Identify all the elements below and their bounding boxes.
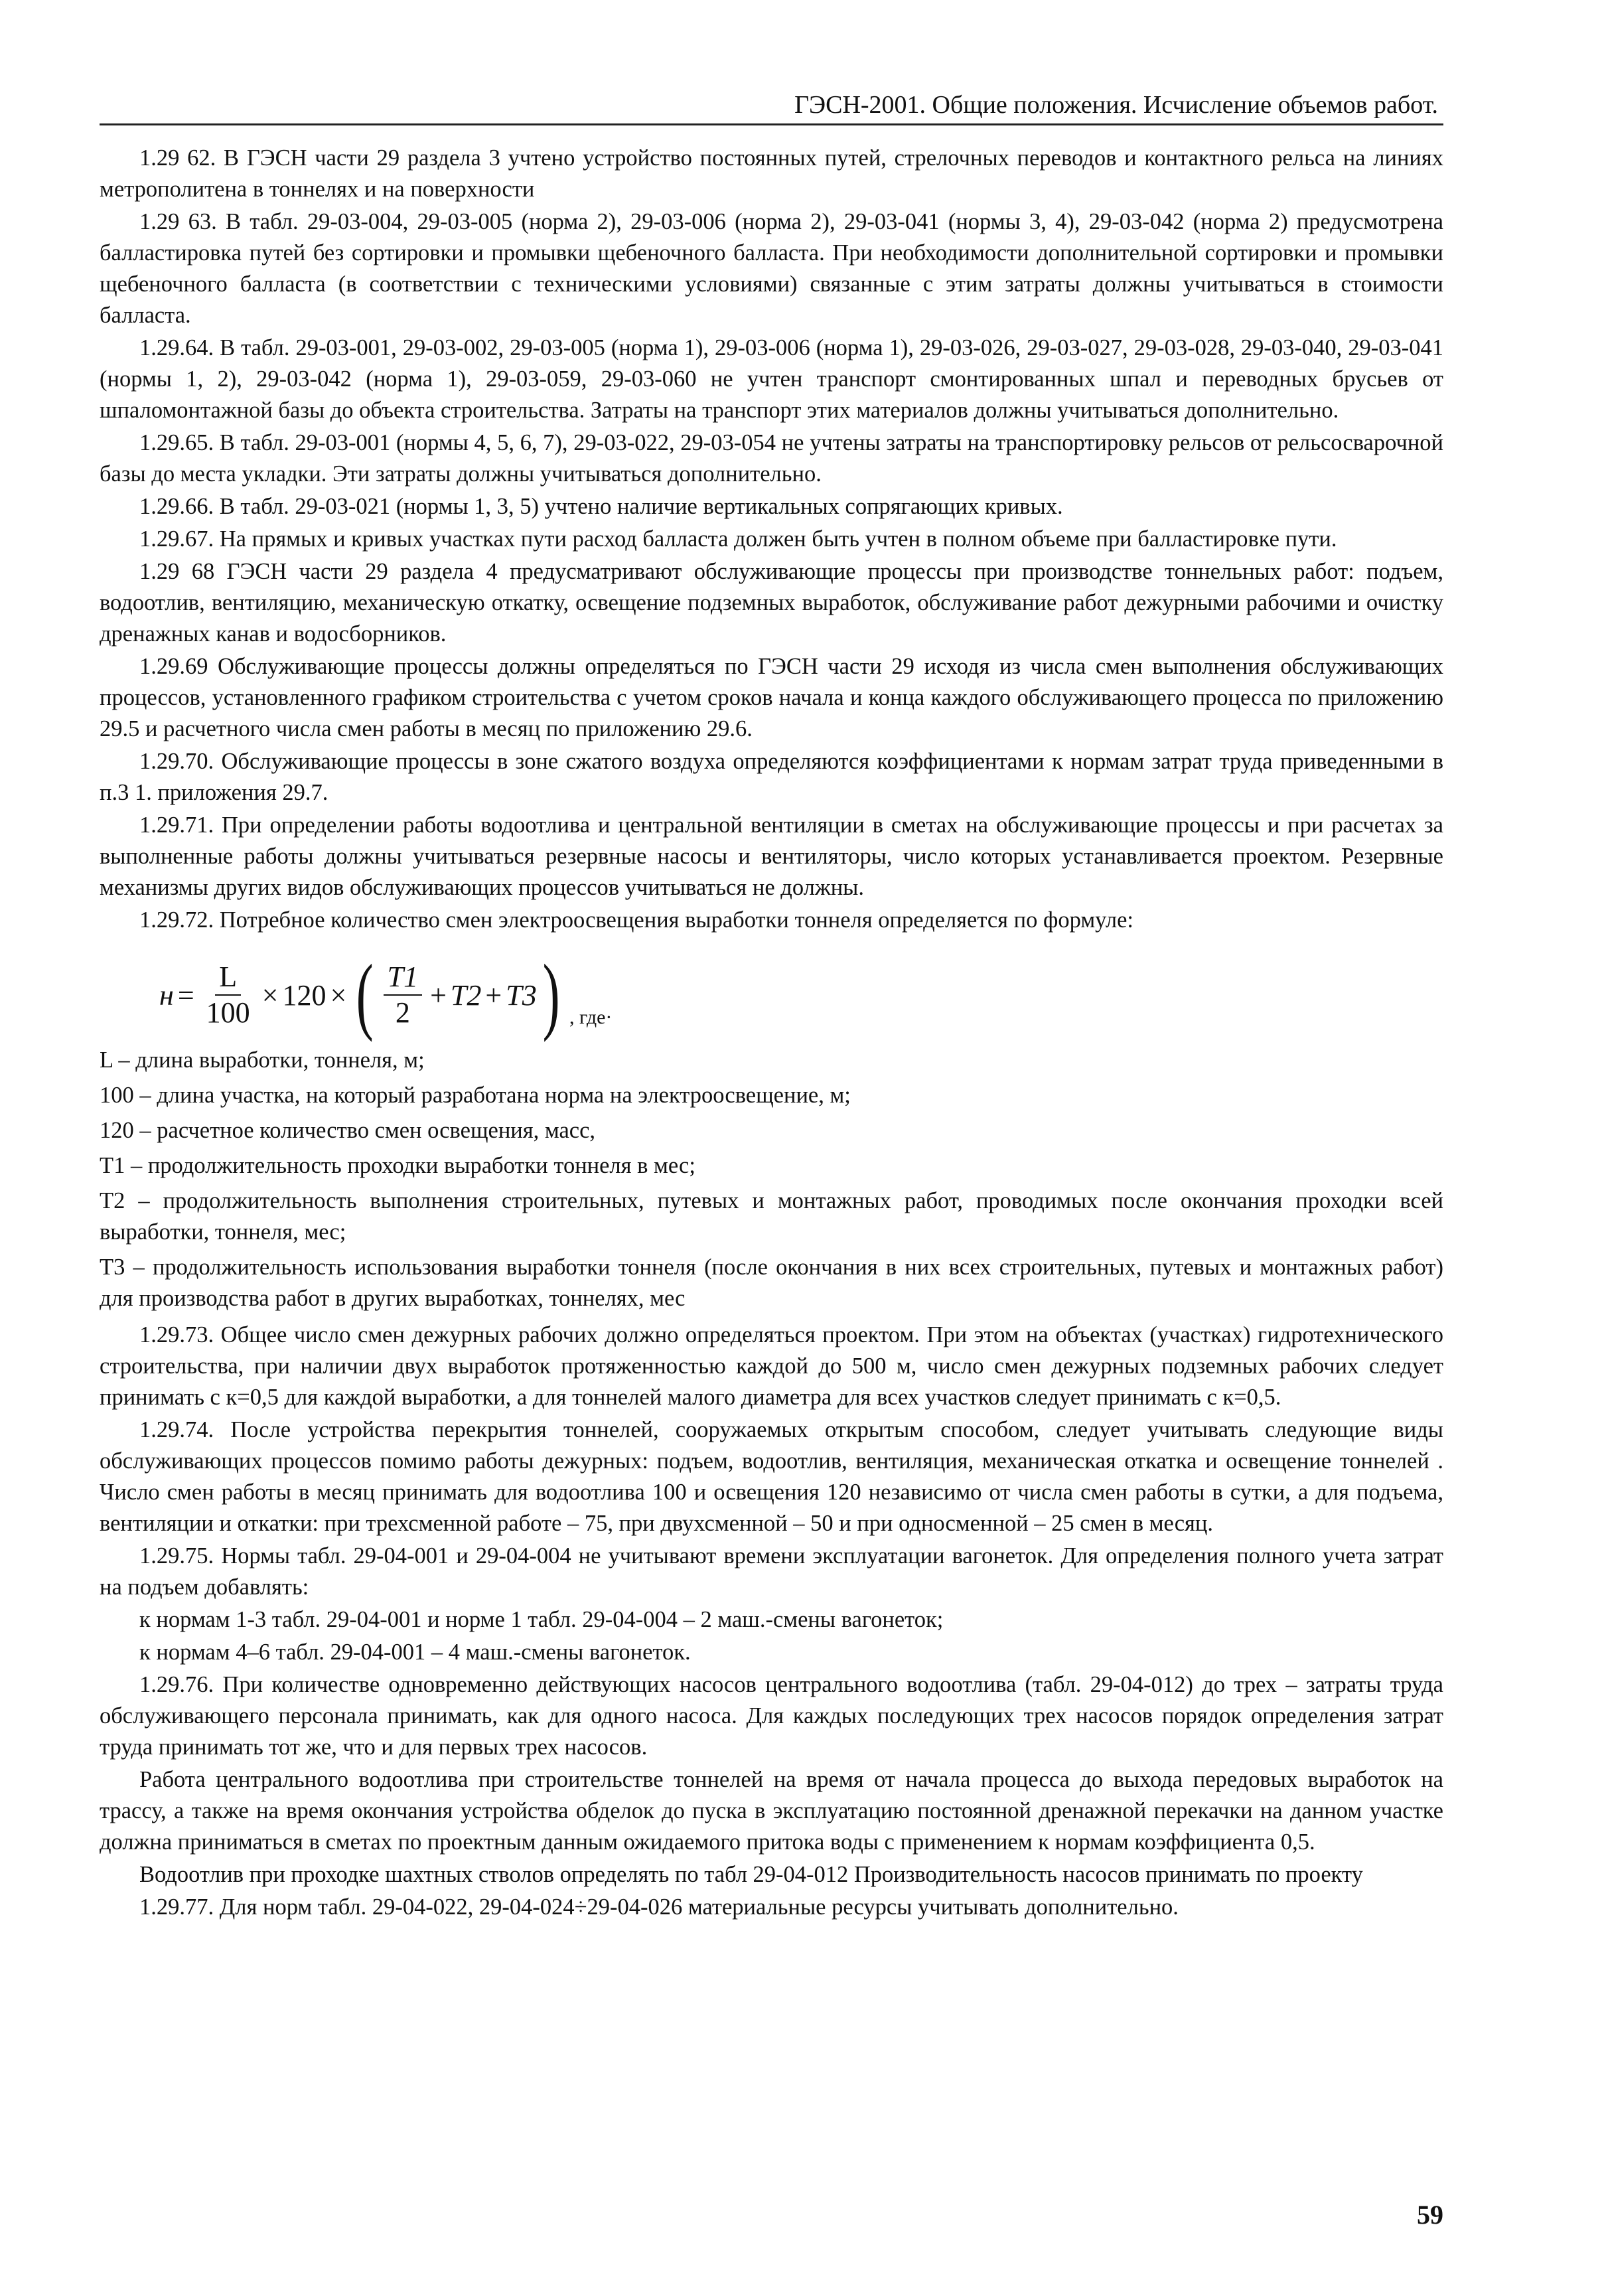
paragraph-1-29-64: 1.29.64. В табл. 29-03-001, 29-03-002, 29-03-005 (норма 1), 29-03-006 (норма 1), 29-03-026, 29-03-027, 29-03-028, 29-03-040, 29-03-041 (нормы 1, 2), 29-03-042 (норма 1), 29-03-059, 29-03-060 не учтен транспорт смонтированных шпал и переводных брусьев от шпаломонтажной базы до объекта строительства. Затраты на транспорт этих материалов должны учитываться дополнительно. xyxy=(100,335,1443,423)
document-body xyxy=(100,143,1443,1923)
formula-where: , где· xyxy=(569,1006,613,1028)
paragraph-1-29-72: 1.29.72. Потребное количество смен электроосвещения выработки тоннеля определяется по формуле: xyxy=(139,907,1134,933)
paragraph-1-29-76: 1.29.76. При количестве одновременно действующих насосов центрального водоотлива (табл. 29-04-012) до трех – затраты труда обслуживающего персонала принимать, как для одного насоса. Для каждых последующих трех насосов порядок определения затрат труда принимать тот же, что и для первых трех насосов. xyxy=(100,1672,1443,1760)
paragraph-1-29-70: 1.29.70. Обслуживающие процессы в зоне сжатого воздуха определяются коэффициентами к нормам затрат труда приведенными в п.3 1. приложения 29.7. xyxy=(100,749,1443,805)
formula-plus-1: + xyxy=(430,978,447,1012)
definition-t2: Т2 – продолжительность выполнения строительных, путевых и монтажных работ, проводимых после окончания проходки всей выработки, тоннеля, мес; xyxy=(100,1188,1443,1245)
paragraph-1-29-69: 1.29.69 Обслуживающие процессы должны определяться по ГЭСН части 29 исходя из числа смен выполнения обслуживающих процессов, установленного графиком строительства с учетом сроков начала и конца каждого обслуживающего процесса по приложению 29.5 и расчетного числа смен работы в месяц по приложению 29.6. xyxy=(100,654,1443,741)
formula-times-2: × xyxy=(330,978,347,1012)
lighting-shift-formula xyxy=(159,939,1443,1043)
definition-100: 100 – длина участка, на который разработана норма на электроосвещение, м; xyxy=(100,1083,851,1108)
paragraph-1-29-75: 1.29.75. Нормы табл. 29-04-001 и 29-04-004 не учитывают времени эксплуатации вагонеток. Для определения полного учета затрат на подъем добавлять: xyxy=(100,1543,1443,1600)
paragraph-1-29-71: 1.29.71. При определении работы водоотлива и центральной вентиляции в сметах на обслуживающие процессы и при расчетах за выполненные работы должны учитываться резервные насосы и вентиляторы, число которых устанавливается проектом. Резервные механизмы других видов обслуживающих процессов учитываться не должны. xyxy=(100,812,1443,900)
formula-fraction-t1-numerator: Т1 xyxy=(384,960,422,996)
formula-plus-2: + xyxy=(485,978,502,1012)
page-number: 59 xyxy=(1417,2200,1443,2230)
paragraph-1-29-75-item-2: к нормам 4–6 табл. 29-04-001 – 4 маш.-смены вагонеток. xyxy=(139,1640,691,1665)
paragraph-1-29-77: 1.29.77. Для норм табл. 29-04-022, 29-04-024÷29-04-026 материальные ресурсы учитывать дополнительно. xyxy=(139,1894,1179,1920)
formula-lhs: н xyxy=(159,978,174,1012)
definition-120: 120 – расчетное количество смен освещения, масс, xyxy=(100,1118,596,1143)
paragraph-1-29-62: 1.29 62. В ГЭСН части 29 раздела 3 учтено устройство постоянных путей, стрелочных переводов и контактного рельса на линиях метрополитена в тоннелях и на поверхности xyxy=(100,145,1443,202)
paragraph-central-drainage: Работа центрального водоотлива при строительстве тоннелей на время от начала процесса до выхода передовых выработок на трассу, а также на время окончания устройства обделок до пуска в эксплуатацию постоянной дренажной перекачки на данном участке должна приниматься в сметах по проектным данным ожидаемого притока воды с применением к нормам коэффициента 0,5. xyxy=(100,1767,1443,1855)
formula-times-1: × xyxy=(261,978,279,1012)
formula-expression xyxy=(159,947,565,1043)
formula-fraction-length-numerator: L xyxy=(215,960,241,996)
formula-paren-close: ) xyxy=(542,947,560,1043)
definition-l: L – длина выработки, тоннеля, м; xyxy=(100,1047,425,1073)
paragraph-1-29-68: 1.29 68 ГЭСН части 29 раздела 4 предусматривают обслуживающие процессы при производстве тоннельных работ: подъем, водоотлив, вентиляцию, механическую откатку, освещение подземных выработок, обслуживание работ дежурными рабочими и очистку дренажных канав и водосборников. xyxy=(100,559,1443,647)
formula-fraction-t1 xyxy=(384,960,422,1030)
paragraph-1-29-65: 1.29.65. В табл. 29-03-001 (нормы 4, 5, 6, 7), 29-03-022, 29-03-054 не учтены затраты на транспортировку рельсов от рельсосварочной базы до места укладки. Эти затраты должны учитываться дополнительно. xyxy=(100,430,1443,487)
paragraph-1-29-73: 1.29.73. Общее число смен дежурных рабочих должно определяться проектом. При этом на объектах (участках) гидротехнического строительства, при наличии двух выработок протяженностью каждой до 500 м, число смен дежурных подземных рабочих следует принимать с к=0,5 для каждой выработки, а для тоннелей малого диаметра для всех участков следует принимать с к=0,5. xyxy=(100,1322,1443,1410)
running-header: ГЭСН-2001. Общие положения. Исчисление объемов работ. xyxy=(100,86,1443,125)
document-page xyxy=(100,86,1443,2230)
formula-constant: 120 xyxy=(282,978,327,1012)
formula-t2: Т2 xyxy=(450,978,482,1012)
formula-equals: = xyxy=(177,978,194,1012)
definition-t3: Т3 – продолжительность использования выработки тоннеля (после окончания в них всех строительных, путевых и монтажных работ) для производства работ в других выработках, тоннелях, мес xyxy=(100,1255,1443,1311)
paragraph-1-29-66: 1.29.66. В табл. 29-03-021 (нормы 1, 3, 5) учтено наличие вертикальных сопрягающих кривых. xyxy=(139,494,1063,519)
paragraph-1-29-63: 1.29 63. В табл. 29-03-004, 29-03-005 (норма 2), 29-03-006 (норма 2), 29-03-041 (нормы 3, 4), 29-03-042 (норма 2) предусмотрена балластировка путей без сортировки и промывки щебеночного балласта. При необходимости дополнительной сортировки и промывки щебеночного балласта (в соответствии с техническими условиями) связанные с этим затраты должны учитываться в стоимости балласта. xyxy=(100,209,1443,328)
formula-paren-open: ( xyxy=(356,947,374,1043)
formula-t3: Т3 xyxy=(506,978,537,1012)
formula-fraction-length-denominator: 100 xyxy=(206,996,250,1029)
paragraph-1-29-75-item-1: к нормам 1-3 табл. 29-04-001 и норме 1 табл. 29-04-004 – 2 маш.-смены вагонеток; xyxy=(139,1607,944,1632)
paragraph-1-29-67: 1.29.67. На прямых и кривых участках пути расход балласта должен быть учтен в полном объеме при балластировке пути. xyxy=(139,526,1337,552)
paragraph-1-29-74: 1.29.74. После устройства перекрытия тоннелей, сооружаемых открытым способом, следует учитывать следующие виды обслуживающих процессов помимо работы дежурных: подъем, водоотлив, вентиляция, механическая откатка и освещение тоннелей . Число смен работы в месяц принимать для водоотлива 100 и освещения 120 независимо от числа смен работы в сутки, а для подъема, вентиляции и откатки: при трехсменной работе – 75, при двухсменной – 50 и при односменной – 25 смен в месяц. xyxy=(100,1417,1443,1536)
formula-fraction-t1-denominator: 2 xyxy=(395,996,410,1029)
formula-fraction-length xyxy=(202,960,254,1030)
paragraph-shaft-drainage: Водоотлив при проходке шахтных стволов определять по табл 29-04-012 Производительность насосов принимать по проекту xyxy=(139,1862,1363,1887)
definition-t1: Т1 – продолжительность проходки выработки тоннеля в мес; xyxy=(100,1153,695,1178)
